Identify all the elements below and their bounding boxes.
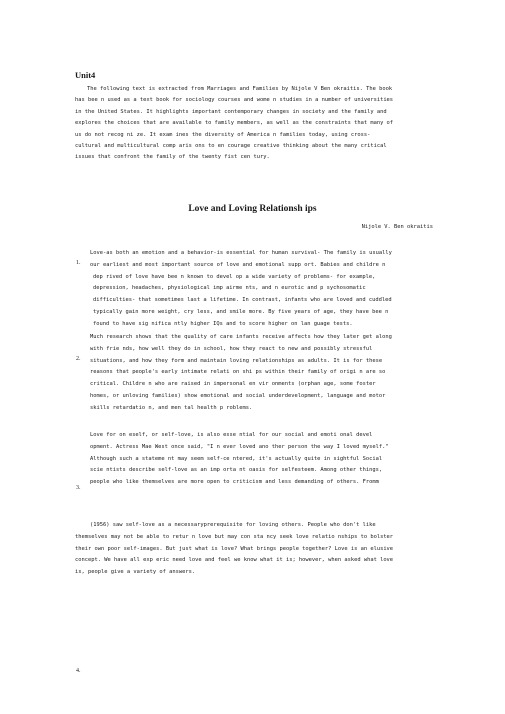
intro-line: cultural and multicultural comp aris ons to en courage creative thinking about the many critical (75, 143, 387, 150)
intro-line: The following text is extracted from Marriages and Families by Nijole V Ben okraitis. The book (87, 86, 393, 92)
paragraph-line: opment. Actress Mae West once said, "I n ever loved ano ther person the way I loved myself." (90, 443, 389, 450)
paragraph-line: difficulties- that sometimes last a lifetime. In contrast, infants who are loved and cuddled (93, 297, 392, 304)
intro-line: in the United States. It highlights important contemporary changes in society and the family and (75, 108, 387, 115)
paragraph-line: depression, headaches, physiological imp airme nts, and n eurotic and p sychosomatic (93, 285, 366, 292)
paragraph-line: dep rived of love have bee n known to devel op a wide variety of problems- for example, (93, 273, 376, 280)
paragraph-1 (90, 248, 435, 331)
paragraph-line: Much research shows that the quality of care infants receive affects how they later get along (90, 334, 392, 340)
paragraph-3 (90, 430, 435, 489)
paragraph-line: concept. We have all exp eric need love and feel we know what it is; however, when asked what love (75, 557, 394, 564)
paragraph-line: Love-as both an emotion and a behavior-is essential for human survival- The family is usually (90, 250, 392, 256)
paragraph-line: homes, or unloving families) show emotional and social underdevelopment, language and motor (90, 392, 386, 399)
paragraph-line: their own poor self-images. But just what is love? What brings people together? Love is an elusive (75, 545, 394, 552)
paragraph-line: is, people give a variety of answers. (75, 569, 196, 576)
intro-line: us do not recog ni ze. It exam ines the diversity of America n families today, using cross- (75, 131, 371, 138)
paragraph-line: reasons that people's early intimate relati on shi ps within their family of origi n are so (90, 369, 386, 376)
paragraph-number: 1. (76, 260, 81, 266)
paragraph-2 (90, 332, 435, 415)
intro-line: issues that confront the family of the twenty fist cen tury. (75, 154, 270, 161)
paragraph-line: scie ntists describe self-love as an imp orta nt oasis for selfesteem. Among other things, (90, 467, 383, 474)
paragraph-line: critical. Childre n who are raised in impersonal en vir onments (orphan age, some foster (90, 381, 376, 388)
paragraph-number: 3. (76, 485, 81, 491)
intro-paragraph (75, 84, 433, 164)
article-author: Nijole V. Ben okraitis (361, 224, 433, 230)
paragraph-line: themselves may not be able to retur n love but may con sta ncy seek love relatio nships to bolster (75, 533, 394, 540)
paragraph-line: our earliest and most important source of love and emotional supp ort. Babies and childre n (90, 261, 386, 268)
paragraph-3-continuation (75, 520, 435, 579)
article-title: Love and Loving Relationsh ips (188, 204, 317, 214)
paragraph-line: skills retardatio n, and men tal health p roblems. (90, 404, 253, 411)
intro-line: explores the choices that are available to family members, as well as the constraints that many of (75, 120, 394, 127)
paragraph-line: found to have sig nifica ntly higher IQs and to score higher on lan guage tests. (93, 320, 353, 327)
paragraph-line: people who like themselves are more open to criticism and less demanding of others. Fromm (90, 479, 379, 486)
paragraph-line: situations, and how they form and maintain loving relationships as adults. It is for these (90, 357, 383, 364)
paragraph-line: Although such a stateme nt may seem self-ce ntered, it's actually quite in sightful Social (90, 455, 383, 462)
paragraph-line: with frie nds, how well they do in school, how they react to new and possibly stressful (90, 345, 373, 352)
intro-line: has bee n used as a text book for sociology courses and wome n studies in a number of universities (75, 97, 394, 104)
paragraph-line: Love for on eself, or self-love, is also esse ntial for our social and emoti onal devel (90, 432, 373, 438)
paragraph-number: 2. (76, 356, 81, 362)
paragraph-line: typically gain more weight, cry less, and smile more. By five years of age, they have bee n (93, 308, 389, 315)
page-number: 4. (76, 668, 81, 674)
unit-heading: Unit4 (75, 70, 96, 80)
paragraph-line: (1956) saw self-love as a necessaryprerequisite for loving others. People who don't like (90, 522, 376, 528)
